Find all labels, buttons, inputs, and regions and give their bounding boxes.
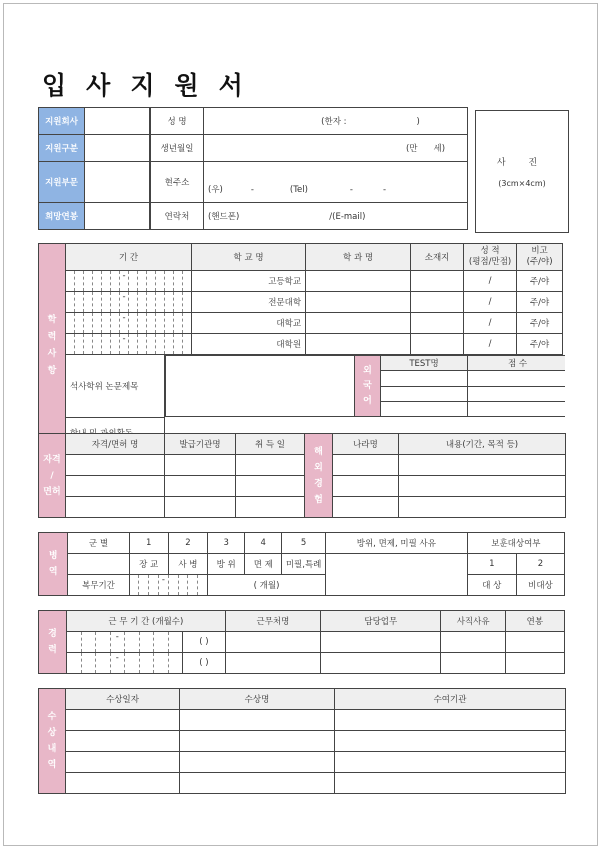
- tel-label: (Tel): [289, 185, 308, 195]
- type-number: 3: [208, 533, 245, 554]
- note-cell[interactable]: 주/야: [517, 334, 563, 355]
- major-header: 학 과 명: [306, 244, 411, 271]
- personal-info-table: [150, 107, 468, 230]
- salary-header: 연봉: [505, 611, 564, 632]
- address-field[interactable]: [204, 162, 468, 203]
- label-company: 지원회사: [39, 108, 85, 135]
- division-field[interactable]: [85, 162, 150, 203]
- military-table: 병 역 군 별 1 2 3 4 5 방위, 면제, 미필 사유 보훈대상여부 장 교 사 병 방 위 면 제 미필,특례 1 2 복무기간 - ( 개월) 대 상 비대상: [38, 532, 565, 596]
- overseas-side-label: 해 외 경 험: [305, 434, 333, 518]
- type-field[interactable]: [85, 135, 150, 162]
- thesis-label: 석사학위 논문제목: [66, 355, 165, 418]
- veteran-number: 1: [467, 554, 516, 575]
- hanja-close: ): [416, 117, 420, 127]
- label-salary: 희망연봉: [39, 203, 85, 230]
- title-char: 원: [174, 71, 199, 100]
- contact-field[interactable]: [204, 203, 468, 230]
- score-cell[interactable]: /: [464, 334, 517, 355]
- education-row: - 대학교 / 주/야: [39, 313, 566, 334]
- salary-field[interactable]: [85, 203, 150, 230]
- apply-info-table: [38, 107, 150, 230]
- career-row: - ( ): [39, 632, 565, 653]
- document-page: [3, 3, 598, 846]
- note-header: 비고 (주/야): [517, 244, 563, 271]
- military-type-label: 군 별: [68, 533, 129, 554]
- award-org-header: 수여기관: [335, 689, 566, 710]
- title-char: 지: [130, 71, 155, 100]
- rank-option[interactable]: 미필,특례: [282, 554, 326, 575]
- license-table: [38, 433, 566, 518]
- title-char: 서: [218, 71, 243, 100]
- months-field[interactable]: ( 개월): [208, 575, 326, 596]
- type-number: 4: [245, 533, 282, 554]
- title-char: 사: [86, 71, 111, 100]
- award-name-header: 수상명: [180, 689, 335, 710]
- tel-dash-2: -: [382, 185, 387, 195]
- note-cell[interactable]: 주/야: [517, 313, 563, 334]
- birth-field[interactable]: [204, 135, 468, 162]
- military-side-label: 병 역: [39, 533, 68, 596]
- career-table: [38, 610, 565, 674]
- type-number: 2: [168, 533, 207, 554]
- label-type: 지원구분: [39, 135, 85, 162]
- type-number: 1: [129, 533, 168, 554]
- test-header: TEST명: [381, 356, 468, 371]
- score-cell[interactable]: /: [464, 292, 517, 313]
- license-name-header: 자격/면허 명: [66, 434, 165, 455]
- score-cell[interactable]: /: [464, 313, 517, 334]
- veteran-option[interactable]: 비대상: [516, 575, 564, 596]
- career-side-label: 경 력: [39, 611, 67, 674]
- school-cell[interactable]: 고등학교: [192, 271, 306, 292]
- title-char: 입: [42, 71, 67, 100]
- resign-header: 사직사유: [441, 611, 505, 632]
- awards-side-label: 수 상 내 역: [39, 689, 66, 794]
- note-cell[interactable]: 주/야: [517, 292, 563, 313]
- rank-option[interactable]: 장 교: [129, 554, 168, 575]
- period-header: 기 간: [66, 244, 192, 271]
- issuer-header: 발급기관명: [165, 434, 236, 455]
- rank-option[interactable]: 면 제: [245, 554, 282, 575]
- mobile-label: (핸드폰): [208, 212, 240, 222]
- service-period-label: 복무기간: [68, 575, 129, 596]
- name-label: 성 명: [151, 108, 204, 135]
- duty-header: 담당업무: [321, 611, 441, 632]
- photo-size: (3cm×4cm): [498, 179, 546, 188]
- work-period-header: 근 무 기 간 (개월수): [67, 611, 226, 632]
- content-header: 내용(기간, 목적 등): [399, 434, 566, 455]
- name-field[interactable]: [204, 108, 468, 135]
- age-open: (만: [405, 144, 418, 154]
- school-cell[interactable]: 대학원: [192, 334, 306, 355]
- birth-label: 생년월일: [151, 135, 204, 162]
- acquired-header: 취 득 일: [236, 434, 305, 455]
- education-row: - 고등학교 / 주/야: [39, 271, 566, 292]
- career-row: - ( ): [39, 653, 565, 674]
- license-side-label: 자격 / 면허: [39, 434, 66, 518]
- reason-field[interactable]: [325, 554, 467, 596]
- photo-label: 사 진: [496, 158, 548, 168]
- photo-box[interactable]: [475, 110, 569, 233]
- education-row: - 전문대학 / 주/야: [39, 292, 566, 313]
- hanja-open: (한자 :: [321, 117, 347, 127]
- awards-table: [38, 688, 566, 794]
- thesis-field[interactable]: [166, 356, 355, 417]
- school-header: 학 교 명: [192, 244, 306, 271]
- thesis-lang-block: [165, 355, 566, 418]
- note-cell[interactable]: 주/야: [517, 271, 563, 292]
- education-table: [38, 243, 565, 449]
- school-cell[interactable]: 대학교: [192, 313, 306, 334]
- zip-dash: -: [250, 185, 254, 195]
- education-side-label: 학 력 사 항: [39, 244, 66, 449]
- school-cell[interactable]: 전문대학: [192, 292, 306, 313]
- company-field[interactable]: [85, 108, 150, 135]
- type-number: 5: [282, 533, 326, 554]
- score-cell[interactable]: /: [464, 271, 517, 292]
- score-header: 성 적 (평점/만점): [464, 244, 517, 271]
- reason-label: 방위, 면제, 미필 사유: [325, 533, 467, 554]
- age-close: 세): [433, 144, 446, 154]
- workplace-header: 근무처명: [225, 611, 320, 632]
- location-header: 소재지: [411, 244, 464, 271]
- education-row: - 대학원 / 주/야: [39, 334, 566, 355]
- email-label: /(E-mail): [329, 212, 366, 222]
- lang-subtable: [165, 355, 565, 417]
- rank-option[interactable]: 방 위: [208, 554, 245, 575]
- country-header: 나라명: [333, 434, 399, 455]
- veteran-number: 2: [516, 554, 564, 575]
- veteran-label: 보훈대상여부: [467, 533, 564, 554]
- veteran-option[interactable]: 대 상: [467, 575, 516, 596]
- tel-dash-1: -: [349, 185, 353, 195]
- page-title: [42, 66, 263, 102]
- award-date-header: 수상일자: [66, 689, 180, 710]
- address-label: 현주소: [151, 162, 204, 203]
- rank-option[interactable]: 사 병: [168, 554, 207, 575]
- zip-label: (우): [208, 185, 223, 195]
- label-division: 지원부문: [39, 162, 85, 203]
- contact-label: 연락처: [151, 203, 204, 230]
- lang-side-label: 외 국 어: [355, 356, 381, 417]
- points-header: 점 수: [468, 356, 566, 371]
